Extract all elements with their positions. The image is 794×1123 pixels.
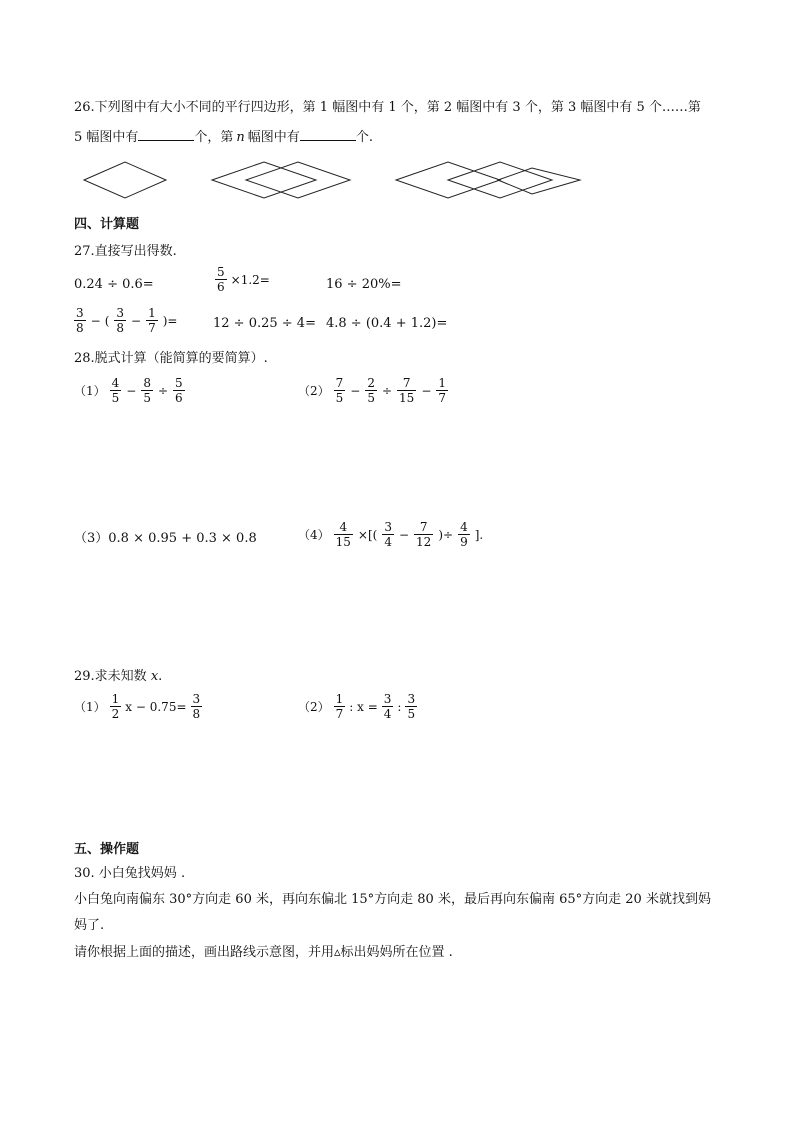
q28-part3: （3）0.8 × 0.95 + 0.3 × 0.8 bbox=[74, 531, 257, 546]
q28-part2: （2） $\frac{7}{5}$ − $\frac{2}{5}$ ÷ $\frac{7}{15}$ − $\frac{1}{7}$ bbox=[298, 376, 447, 405]
figure-1-parallelograms bbox=[80, 158, 170, 202]
q29-title: 29.求未知数 x. bbox=[74, 669, 163, 684]
variable-n: n bbox=[236, 130, 245, 145]
q27-title: 27.直接写出得数. bbox=[74, 244, 177, 259]
q27-expr-1: 0.24 ÷ 0.6= bbox=[74, 277, 154, 292]
q30-line2: 妈了. bbox=[74, 918, 105, 933]
q30-line3: 请你根据上面的描述，画出路线示意图，并用▵标出妈妈所在位置 . bbox=[74, 945, 453, 960]
q29-part2: （2） $\frac{1}{7}$ : x = $\frac{3}{4}$ : $\frac{3}{5}$ bbox=[298, 692, 416, 721]
q26-line1: 26.下列图中有大小不同的平行四边形，第 1 幅图中有 1 个，第 2 幅图中有 3 个，第 3 幅图中有 5 个……第 bbox=[74, 100, 701, 115]
section-4-title: 四、计算题 bbox=[74, 217, 140, 232]
fraction: $\frac{5}{6}$ bbox=[217, 265, 225, 294]
q26-line2-b: 个，第 bbox=[194, 130, 234, 145]
q27-expr-5: 12 ÷ 0.25 ÷ 4= bbox=[213, 316, 316, 331]
variable-x: x bbox=[150, 669, 159, 684]
q26-line2 bbox=[74, 127, 373, 147]
q26-line2-a: 5 幅图中有 bbox=[74, 130, 139, 145]
q30-title: 30. 小白兔找妈妈 . bbox=[74, 866, 186, 881]
q26-line2-c: 幅图中有 bbox=[247, 130, 300, 145]
section-5-title: 五、操作题 bbox=[74, 842, 140, 857]
q28-part4: （4） $\frac{4}{15}$ ×[( $\frac{3}{4}$ − $\frac{7}{12}$ )÷ $\frac{4}{9}$ ]. bbox=[298, 520, 484, 549]
figure-2-parallelograms bbox=[208, 158, 354, 202]
q29-part1: （1） $\frac{1}{2}$ x − 0.75= $\frac{3}{8}$ bbox=[74, 692, 201, 721]
q30-line1: 小白兔向南偏东 30°方向走 60 米，再向东偏北 15°方向走 80 米，最后再向东偏南 65°方向走 20 米就找到妈 bbox=[74, 892, 711, 907]
q27-expr-2: $\frac{5}{6}$ ×1.2= bbox=[217, 265, 270, 294]
figure-3-parallelograms bbox=[392, 158, 586, 202]
q27-expr-6: 4.8 ÷ (0.4 + 1.2)= bbox=[326, 316, 448, 331]
q27-expr-3: 16 ÷ 20%= bbox=[326, 277, 402, 292]
q28-title: 28.脱式计算（能简算的要简算）. bbox=[74, 351, 268, 366]
q27-expr-4: $\frac{3}{8}$ − ( $\frac{3}{8}$ − $\frac{1}{7}$ )= bbox=[76, 306, 178, 335]
answer-blank-1[interactable] bbox=[138, 127, 194, 141]
q28-part1: （1） $\frac{4}{5}$ − $\frac{8}{5}$ ÷ $\frac{5}{6}$ bbox=[74, 376, 183, 405]
q26-line2-d: 个. bbox=[355, 130, 373, 145]
answer-blank-2[interactable] bbox=[300, 127, 356, 141]
